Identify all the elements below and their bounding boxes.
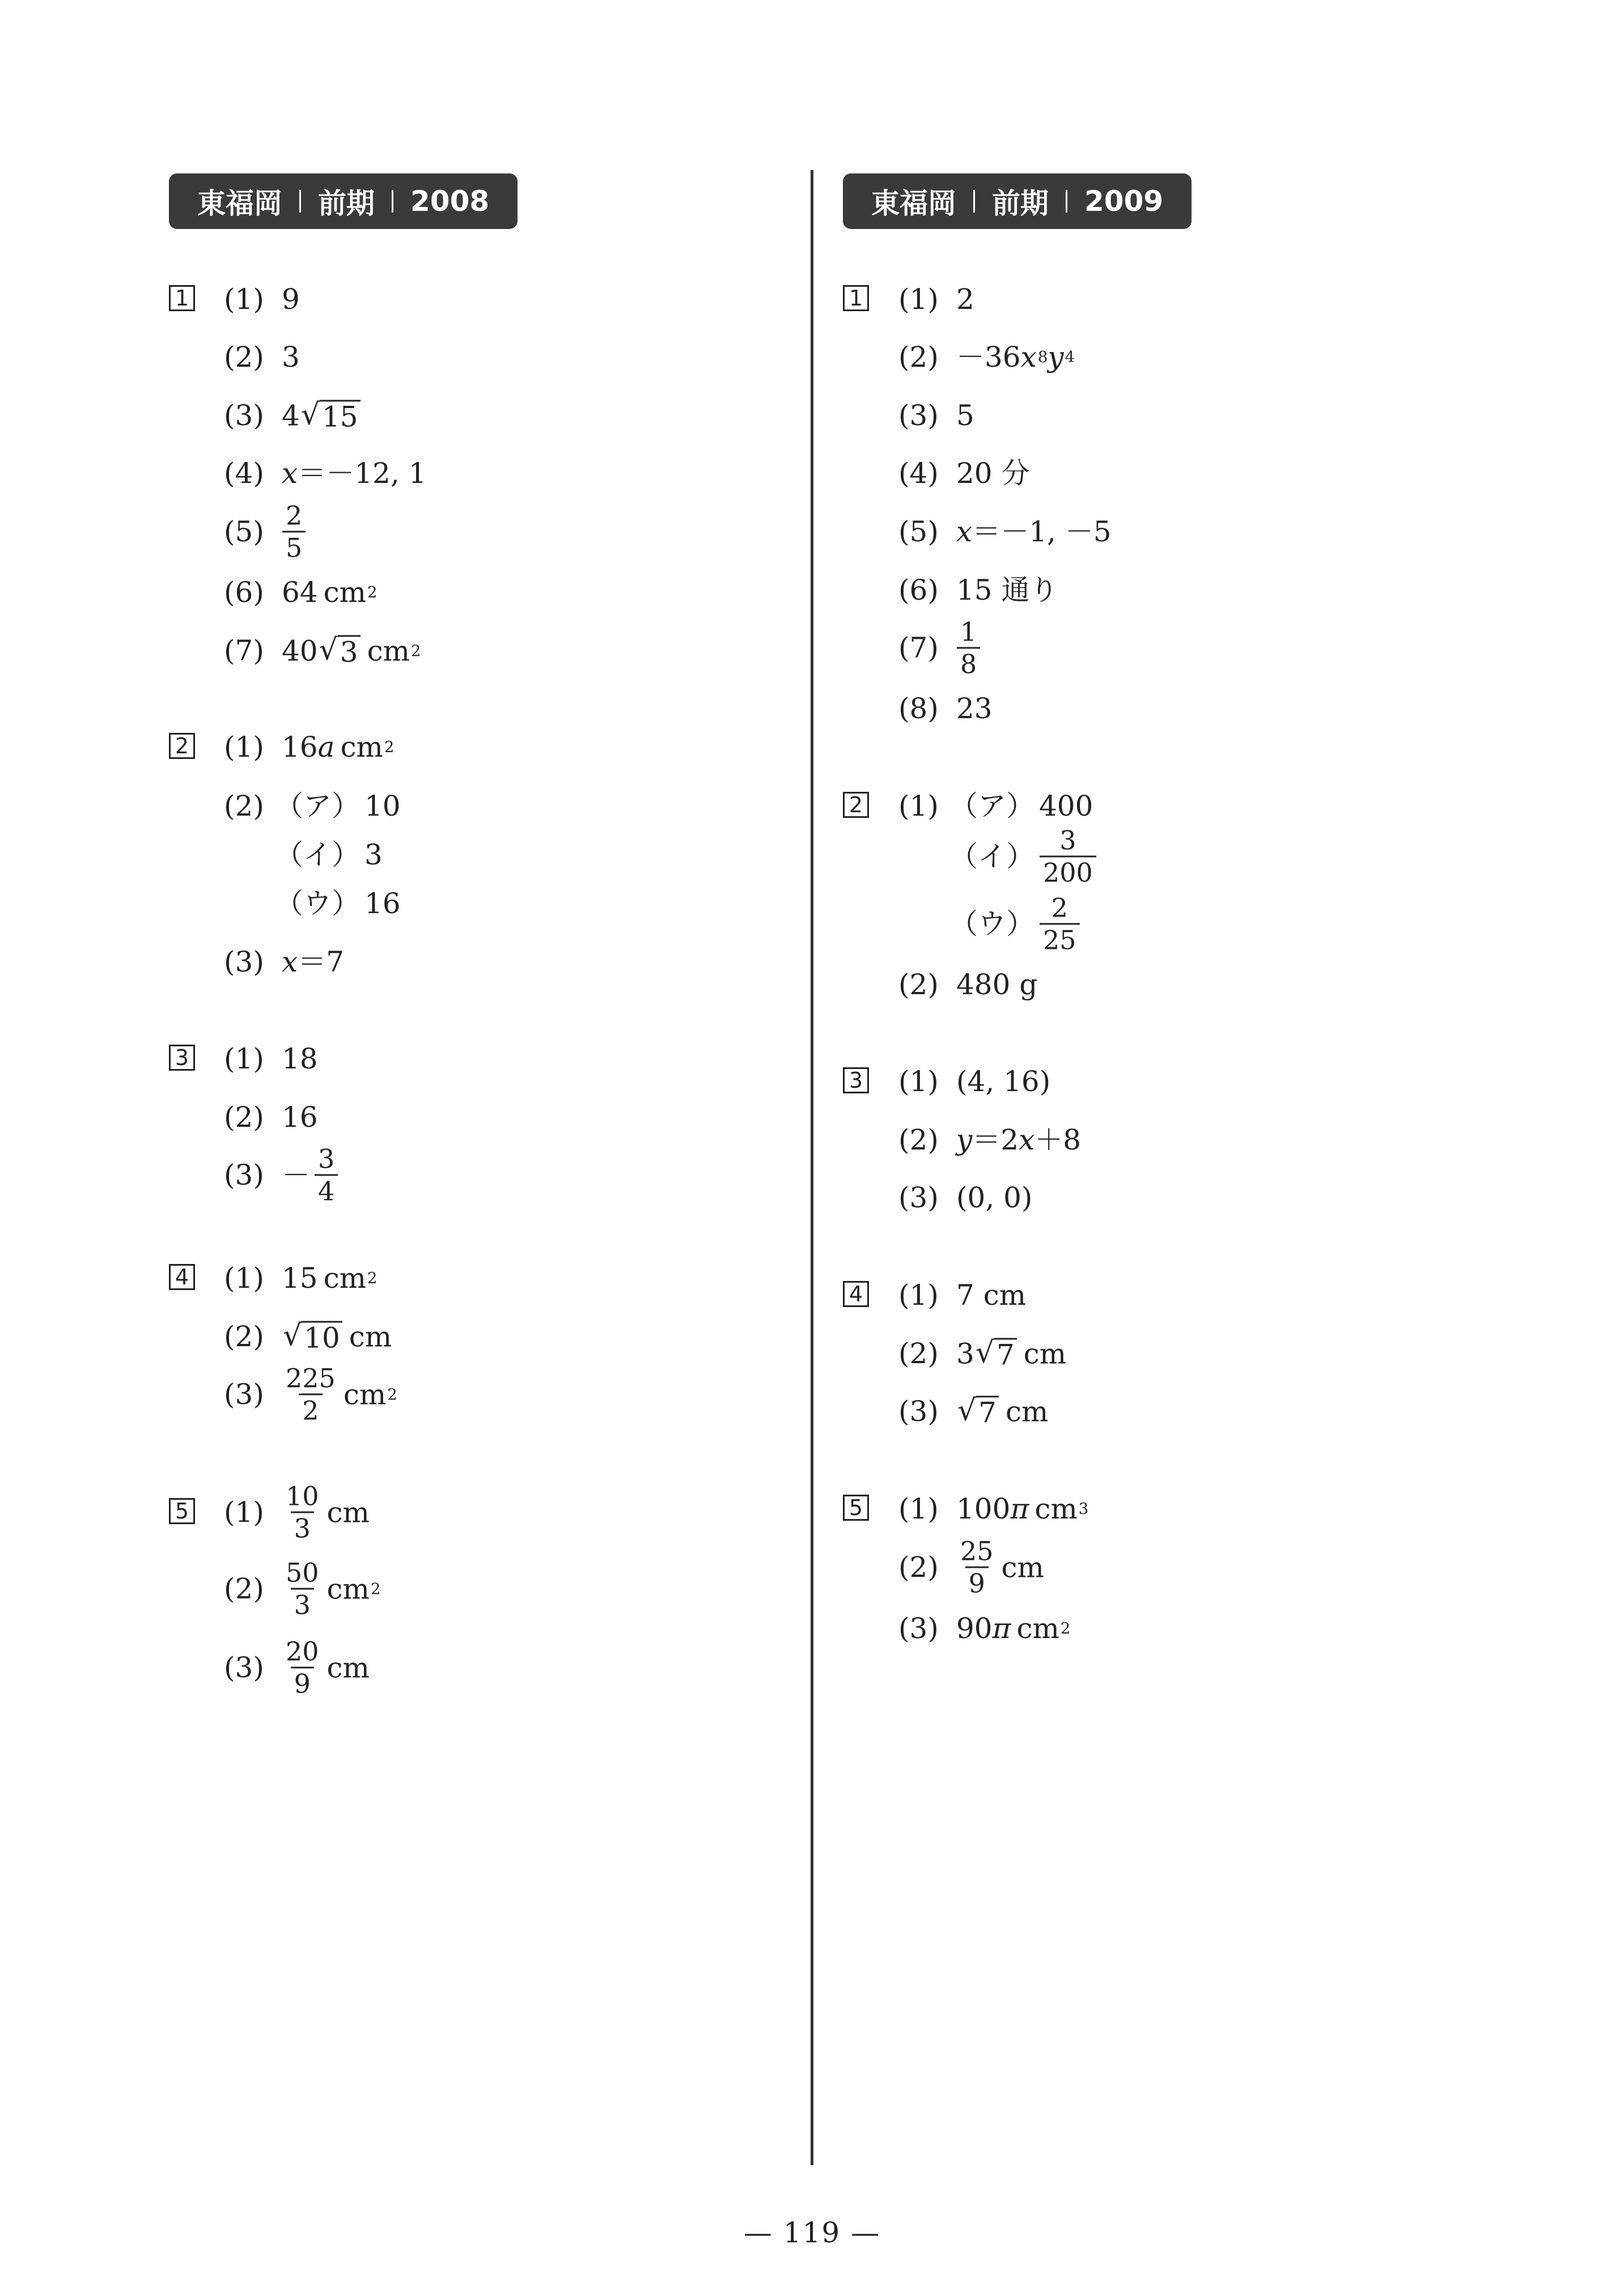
answer: 4 √ 15 [282, 400, 362, 431]
question-label: (2) [898, 1337, 939, 1370]
answer: (4, 16) [956, 1065, 1051, 1098]
answer: √ 7 cm [957, 1393, 1049, 1429]
question-label: (3) [898, 1181, 939, 1214]
sqrt: √ 7 [976, 1338, 1017, 1369]
right-header-term: 前期 [992, 187, 1049, 220]
question-label: (2) [898, 1551, 939, 1584]
question-label: (6) [224, 576, 264, 609]
problem-number-box: 4 [169, 1264, 195, 1290]
fraction: $\frac{3}{200}$ [1040, 828, 1096, 886]
problem-number-box: 5 [843, 1495, 869, 1521]
question-label: (1) [898, 1065, 939, 1098]
fraction: $\frac{50}{3}$ [286, 1557, 319, 1621]
question-label: (1) [224, 1262, 264, 1295]
answer: 10 [364, 790, 401, 822]
question-label: (2) [898, 341, 939, 374]
answer: 2 [956, 283, 974, 316]
answer: 40 √ 3 cm 2 [282, 633, 421, 669]
question-label: (3) [224, 399, 264, 432]
answer: 7 cm [956, 1279, 1027, 1312]
fraction: $\frac{2}{25}$ [1040, 895, 1080, 953]
answer: 100 π cm 3 [956, 1492, 1089, 1525]
right-header-year: 2009 [1084, 185, 1164, 218]
question-label: (1) [898, 1279, 939, 1312]
answer: √ 10 cm [283, 1318, 392, 1355]
sqrt: √ 7 [957, 1396, 999, 1427]
question-label: (5) [224, 515, 264, 548]
fraction: $\frac{25}{9}$ [960, 1535, 994, 1599]
answer [1035, 825, 1101, 888]
question-label: (4) [224, 457, 264, 490]
sqrt: √ 10 [283, 1321, 342, 1352]
answer: 3 [282, 341, 300, 374]
question-label: (1) [898, 1492, 939, 1525]
sqrt: √ 3 [319, 635, 361, 667]
answer: $\frac{10}{3}$ cm [278, 1483, 370, 1542]
question-label: (3) [224, 1651, 264, 1684]
question-label: (8) [898, 692, 939, 725]
problem-number-box: 3 [843, 1067, 869, 1093]
answer: 480 g [956, 968, 1038, 1001]
answer [278, 500, 310, 563]
left-header-year: 2008 [410, 185, 490, 218]
question-label: (7) [224, 634, 264, 667]
answer: 15 通り [956, 574, 1058, 606]
question-label: (3) [224, 945, 264, 978]
question-label: (1) [224, 1496, 264, 1529]
answer: $\frac{225}{2}$ cm 2 [278, 1365, 397, 1424]
answer: $\frac{20}{9}$ cm [278, 1639, 370, 1697]
answer: (0, 0) [956, 1181, 1033, 1214]
sub-label: （ア） [949, 790, 1034, 822]
fraction: $\frac{10}{3}$ [286, 1480, 319, 1544]
question-label: (3) [224, 1378, 264, 1411]
sub-label: （ウ） [275, 887, 360, 920]
problem-number-box: 1 [843, 285, 869, 311]
answer: －36 x 8 y 4 [956, 341, 1075, 374]
problem-number-box: 4 [843, 1281, 869, 1307]
answer [1035, 892, 1084, 956]
page-number: — 119 — [743, 2216, 881, 2249]
answer: 400 [1039, 790, 1093, 822]
answer: 16 [282, 1101, 318, 1134]
answer: 16 a cm 2 [282, 731, 395, 763]
sqrt: √ 15 [301, 400, 361, 431]
header-separator [1066, 190, 1067, 213]
fraction: $\frac{2}{5}$ [282, 503, 306, 561]
question-label: (3) [898, 399, 939, 432]
question-label: (4) [898, 457, 939, 490]
question-label: (5) [898, 515, 939, 548]
answer: 15 cm 2 [282, 1262, 378, 1295]
sub-label: （ア） [275, 790, 360, 822]
question-label: (1) [224, 1042, 264, 1075]
question-label: (2) [224, 1572, 264, 1605]
question-label: (1) [224, 731, 264, 763]
answer: 20 分 [956, 457, 1030, 490]
question-label: (2) [224, 1101, 264, 1134]
question-label: (2) [224, 1320, 264, 1353]
question-label: (3) [898, 1612, 939, 1645]
left-header-term: 前期 [318, 187, 375, 220]
question-label: (2) [898, 968, 939, 1001]
answer: x ＝－1, －5 [956, 515, 1112, 548]
question-label: (1) [898, 283, 939, 316]
header-separator [973, 190, 975, 213]
answer: $\frac{50}{3}$ cm 2 [278, 1560, 380, 1618]
question-label: (7) [898, 631, 939, 664]
question-label: (3) [224, 1159, 264, 1191]
answer: y ＝2 x ＋8 [956, 1123, 1082, 1156]
answer: 5 [956, 399, 974, 432]
answer: 16 [364, 887, 401, 920]
problem-number-box: 2 [843, 792, 869, 818]
answer: 18 [282, 1042, 318, 1075]
fraction: $\frac{225}{2}$ [286, 1363, 336, 1426]
answer: 64 cm 2 [282, 576, 378, 609]
answer: $\frac{25}{9}$ cm [952, 1538, 1044, 1597]
problem-number-box: 1 [169, 285, 195, 311]
answer: 9 [282, 283, 300, 316]
problem-number-box: 5 [169, 1498, 195, 1524]
answer: 90 π cm 2 [956, 1612, 1071, 1645]
header-separator [392, 190, 393, 213]
answer: 23 [956, 692, 993, 725]
right-header-school: 東福岡 [871, 187, 956, 220]
sub-label: （イ） [275, 838, 360, 871]
left-header-badge [169, 173, 518, 229]
answer: x ＝－12, 1 [282, 457, 427, 490]
question-label: (3) [898, 1395, 939, 1428]
sub-label: （イ） [949, 840, 1034, 873]
left-header-school: 東福岡 [197, 187, 282, 220]
answer: x ＝7 [282, 945, 345, 978]
sub-label: （ウ） [949, 907, 1034, 940]
question-label: (1) [224, 283, 264, 316]
answer: 3 [364, 838, 383, 871]
fraction: $\frac{20}{9}$ [286, 1636, 319, 1699]
column-divider [811, 170, 813, 2165]
answer [952, 616, 985, 680]
question-label: (6) [898, 574, 939, 606]
right-header-badge [843, 173, 1192, 229]
question-label: (2) [898, 1123, 939, 1156]
fraction: $\frac{1}{8}$ [957, 619, 980, 677]
question-label: (2) [224, 341, 264, 374]
problem-number-box: 2 [169, 733, 195, 759]
answer: 3 √ 7 cm [956, 1335, 1067, 1372]
question-label: (1) [898, 790, 939, 822]
question-label: (2) [224, 790, 264, 822]
answer: － $\frac{3}{4}$ [282, 1146, 342, 1204]
header-separator [299, 190, 301, 213]
fraction: $\frac{3}{4}$ [315, 1146, 338, 1204]
problem-number-box: 3 [169, 1045, 195, 1071]
